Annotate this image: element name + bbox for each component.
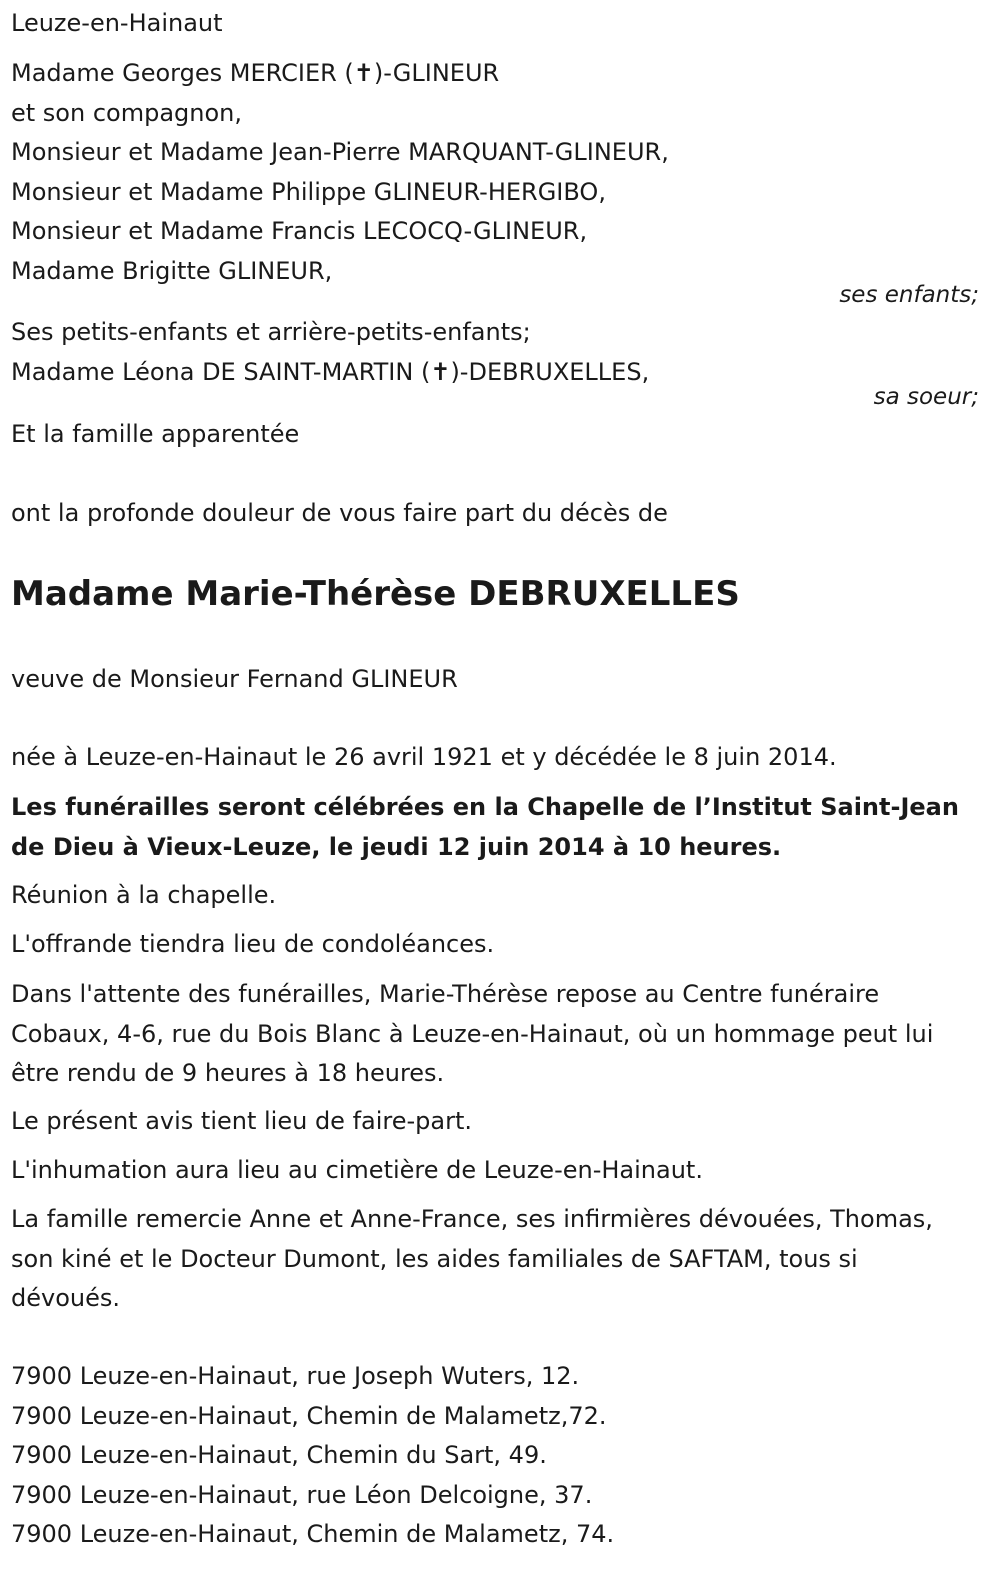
offering-line: L'offrande tiendra lieu de condoléances. xyxy=(11,930,495,958)
relatives-line: Et la famille apparentée xyxy=(11,420,300,448)
thanks-paragraph: La famille remercie Anne et Anne-France, ses infirmières dévouées, Thomas, son kiné et le Docteur Dumont, les aides familiales de SAFTAM, tous si dévoués. xyxy=(11,1205,933,1312)
notice-line: Le présent avis tient lieu de faire-part. xyxy=(11,1107,473,1135)
address-line: 7900 Leuze-en-Hainaut, rue Joseph Wuters, 12. xyxy=(11,1362,580,1390)
family-member: Monsieur et Madame Francis LECOCQ-GLINEUR, xyxy=(11,217,588,245)
burial-line: L'inhumation aura lieu au cimetière de Leuze-en-Hainaut. xyxy=(11,1156,703,1184)
widow-of-line: veuve de Monsieur Fernand GLINEUR xyxy=(11,665,458,693)
deceased-name: Madame Marie-Thérèse DEBRUXELLES xyxy=(11,574,740,614)
family-member: Monsieur et Madame Philippe GLINEUR-HERGIBO, xyxy=(11,177,606,206)
rest-paragraph: Dans l'attente des funérailles, Marie-Thérèse repose au Centre funéraire Cobaux, 4-6, rue du Bois Blanc à Leuze-en-Hainaut, où un hommage peut lui être rendu de 9 heures à 18 heures. xyxy=(11,980,934,1087)
family-list xyxy=(11,54,979,291)
birth-death-line: née à Leuze-en-Hainaut le 26 avril 1921 et y décédée le 8 juin 2014. xyxy=(11,743,837,771)
location-heading: Leuze-en-Hainaut xyxy=(11,9,223,37)
sister-label: sa soeur; xyxy=(873,384,979,410)
address-list xyxy=(11,1357,979,1555)
meeting-line: Réunion à la chapelle. xyxy=(11,881,277,909)
family-member: Monsieur et Madame Jean-Pierre MARQUANT-GLINEUR, xyxy=(11,138,669,166)
address-line: 7900 Leuze-en-Hainaut, Chemin du Sart, 49. xyxy=(11,1441,547,1469)
address-line: 7900 Leuze-en-Hainaut, Chemin de Malametz, 74. xyxy=(11,1520,615,1548)
address-line: 7900 Leuze-en-Hainaut, rue Léon Delcoigne, 37. xyxy=(11,1480,593,1509)
children-label: ses enfants; xyxy=(839,282,979,308)
funeral-details: Les funérailles seront célébrées en la Chapelle de l’Institut Saint-Jean de Dieu à Vieux-Leuze, le jeudi 12 juin 2014 à 10 heures. xyxy=(11,793,959,861)
sister-line: Madame Léona DE SAINT-MARTIN (✝)-DEBRUXELLES, xyxy=(11,358,650,386)
announcement-line: ont la profonde douleur de vous faire part du décès de xyxy=(11,499,668,527)
family-member: Madame Georges MERCIER (✝)-GLINEUR xyxy=(11,59,500,87)
family-member: Madame Brigitte GLINEUR, xyxy=(11,256,333,285)
family-member: et son compagnon, xyxy=(11,98,242,127)
address-line: 7900 Leuze-en-Hainaut, Chemin de Malametz,72. xyxy=(11,1401,607,1430)
grandchildren-line: Ses petits-enfants et arrière-petits-enfants; xyxy=(11,318,531,346)
